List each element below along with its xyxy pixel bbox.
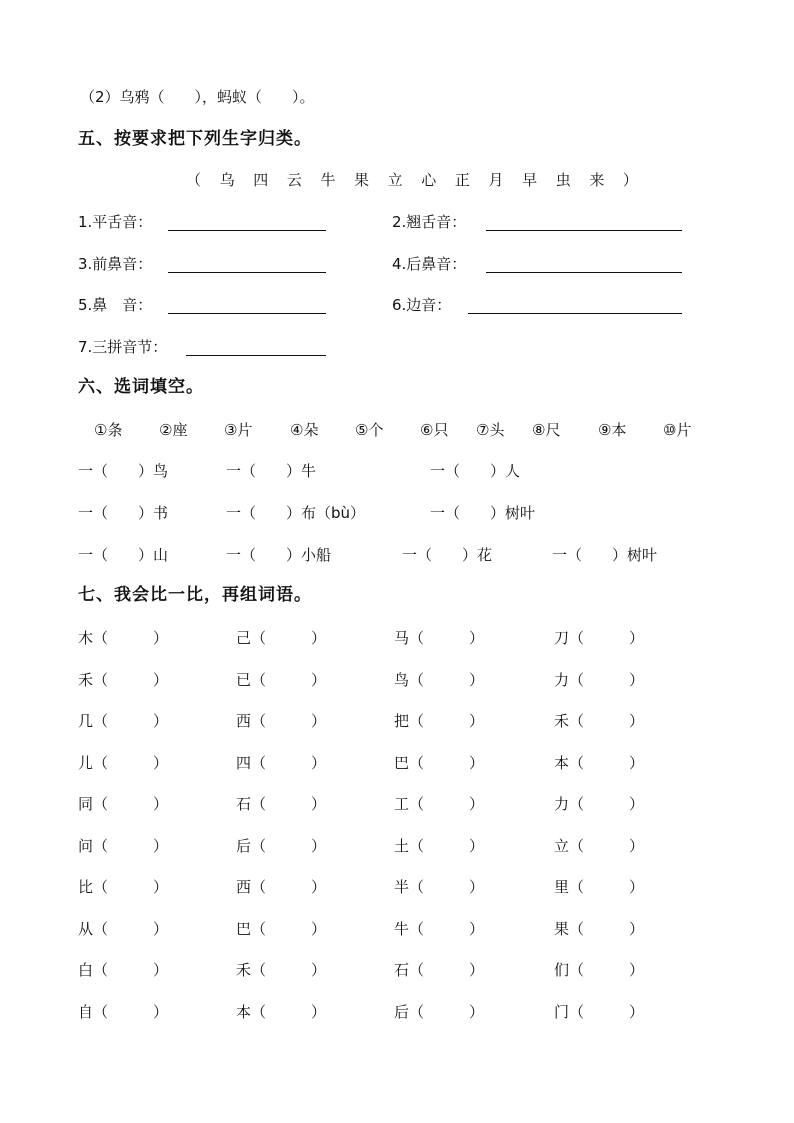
char-item: ） xyxy=(622,171,638,189)
measure-word-option: ④朵 xyxy=(290,421,319,439)
measure-word-option: ⑨本 xyxy=(598,421,627,439)
compare-word-item[interactable]: 禾（ ） xyxy=(78,671,169,689)
fill-item[interactable]: 一（ ）小船 xyxy=(226,546,332,564)
measure-word-option: ⑤个 xyxy=(355,421,384,439)
fill-item[interactable]: 一（ ）书 xyxy=(78,504,169,522)
measure-word-option: ②座 xyxy=(159,421,188,439)
measure-word-option: ③片 xyxy=(224,421,253,439)
compare-word-item[interactable]: 西（ ） xyxy=(236,878,327,896)
answer-blank[interactable] xyxy=(486,230,682,231)
measure-word-option: ①条 xyxy=(94,421,123,439)
compare-word-item[interactable]: 西（ ） xyxy=(236,712,327,730)
answer-blank[interactable] xyxy=(168,230,326,231)
item-label: 2.翘舌音： xyxy=(392,213,467,231)
answer-blank[interactable] xyxy=(468,313,682,314)
compare-word-item[interactable]: 工（ ） xyxy=(394,795,485,813)
char-item: 云 xyxy=(286,171,302,189)
compare-word-item[interactable]: 立（ ） xyxy=(554,837,645,855)
fill-item[interactable]: 一（ ）牛 xyxy=(226,462,317,480)
compare-word-item[interactable]: 门（ ） xyxy=(554,1003,645,1021)
compare-word-item[interactable]: 白（ ） xyxy=(78,961,169,979)
answer-blank[interactable] xyxy=(186,355,326,356)
compare-word-item[interactable]: 比（ ） xyxy=(78,878,169,896)
compare-word-item[interactable]: 同（ ） xyxy=(78,795,169,813)
measure-word-option: ⑥只 xyxy=(420,421,449,439)
compare-word-item[interactable]: 里（ ） xyxy=(554,878,645,896)
compare-word-item[interactable]: 巴（ ） xyxy=(394,754,485,772)
char-item: 心 xyxy=(421,171,437,189)
item-label: 3.前鼻音： xyxy=(78,255,153,273)
fill-item[interactable]: 一（ ）山 xyxy=(78,546,169,564)
compare-word-item[interactable]: 问（ ） xyxy=(78,837,169,855)
compare-word-item[interactable]: 本（ ） xyxy=(236,1003,327,1021)
compare-word-item[interactable]: 四（ ） xyxy=(236,754,327,772)
compare-word-item[interactable]: 力（ ） xyxy=(554,671,645,689)
compare-word-item[interactable]: 们（ ） xyxy=(554,961,645,979)
section6-title: 六、选词填空。 xyxy=(78,377,204,397)
compare-word-item[interactable]: 禾（ ） xyxy=(236,961,327,979)
answer-blank[interactable] xyxy=(486,272,682,273)
compare-word-item[interactable]: 土（ ） xyxy=(394,837,485,855)
compare-word-item[interactable]: 巴（ ） xyxy=(236,920,327,938)
compare-word-item[interactable]: 从（ ） xyxy=(78,920,169,938)
item-label: 7.三拼音节： xyxy=(78,338,168,356)
item-label: 1.平舌音： xyxy=(78,213,153,231)
compare-word-item[interactable]: 后（ ） xyxy=(236,837,327,855)
char-item: 立 xyxy=(387,171,403,189)
fill-item[interactable]: 一（ ）花 xyxy=(402,546,493,564)
compare-word-item[interactable]: 鸟（ ） xyxy=(394,671,485,689)
compare-word-item[interactable]: 牛（ ） xyxy=(394,920,485,938)
measure-word-option: ⑧尺 xyxy=(532,421,561,439)
fill-item[interactable]: 一（ ）人 xyxy=(430,462,521,480)
fill-item[interactable]: 一（ ）鸟 xyxy=(78,462,169,480)
char-item: 早 xyxy=(522,171,538,189)
char-item: 乌 xyxy=(219,171,235,189)
measure-word-option: ⑦头 xyxy=(476,421,505,439)
measure-word-option: ⑩片 xyxy=(663,421,692,439)
compare-word-item[interactable]: 本（ ） xyxy=(554,754,645,772)
compare-word-item[interactable]: 果（ ） xyxy=(554,920,645,938)
compare-word-item[interactable]: 石（ ） xyxy=(236,795,327,813)
compare-word-item[interactable]: 己（ ） xyxy=(236,629,327,647)
char-item: （ xyxy=(186,171,202,189)
compare-word-item[interactable]: 力（ ） xyxy=(554,795,645,813)
fill-item[interactable]: 一（ ）布（bù） xyxy=(226,504,366,522)
compare-word-item[interactable]: 已（ ） xyxy=(236,671,327,689)
compare-word-item[interactable]: 马（ ） xyxy=(394,629,485,647)
compare-word-item[interactable]: 禾（ ） xyxy=(554,712,645,730)
answer-blank[interactable] xyxy=(168,272,326,273)
compare-word-item[interactable]: 把（ ） xyxy=(394,712,485,730)
compare-word-item[interactable]: 木（ ） xyxy=(78,629,169,647)
char-item: 果 xyxy=(354,171,370,189)
compare-word-item[interactable]: 后（ ） xyxy=(394,1003,485,1021)
compare-word-item[interactable]: 几（ ） xyxy=(78,712,169,730)
fill-item[interactable]: 一（ ）树叶 xyxy=(552,546,658,564)
compare-word-item[interactable]: 石（ ） xyxy=(394,961,485,979)
char-item: 虫 xyxy=(555,171,571,189)
fill-item[interactable]: 一（ ）树叶 xyxy=(430,504,536,522)
item-label: 4.后鼻音： xyxy=(392,255,467,273)
compare-word-item[interactable]: 儿（ ） xyxy=(78,754,169,772)
item-label: 6.边音： xyxy=(392,296,452,314)
char-item: 四 xyxy=(253,171,269,189)
char-item: 来 xyxy=(589,171,605,189)
compare-word-item[interactable]: 半（ ） xyxy=(394,878,485,896)
compare-word-item[interactable]: 自（ ） xyxy=(78,1003,169,1021)
char-item: 牛 xyxy=(320,171,336,189)
char-item: 月 xyxy=(488,171,504,189)
section5-title: 五、按要求把下列生字归类。 xyxy=(78,129,312,149)
section7-title: 七、我会比一比，再组词语。 xyxy=(78,585,312,605)
intro-line: （2）乌鸦（ ），蚂蚁（ ）。 xyxy=(80,88,315,106)
item-label: 5.鼻 音： xyxy=(78,296,153,314)
answer-blank[interactable] xyxy=(168,313,326,314)
char-item: 正 xyxy=(454,171,470,189)
compare-word-item[interactable]: 刀（ ） xyxy=(554,629,645,647)
section5-char-list xyxy=(186,170,638,190)
